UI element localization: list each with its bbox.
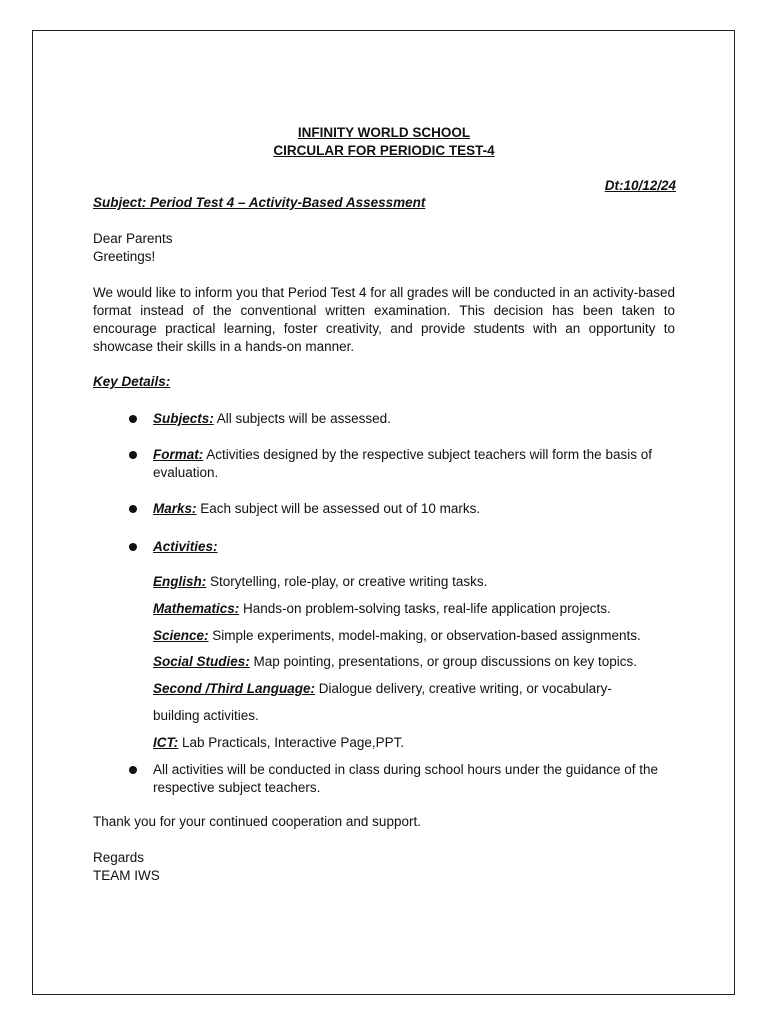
activity-language [153,680,675,698]
activity-science [153,627,675,645]
activity-label: Social Studies: [153,654,250,669]
item-label: Activities: [153,539,218,554]
circular-date: Dt:10/12/24 [604,178,676,193]
item-text: Activities designed by the respective subject teachers will form the basis of evaluation. [153,447,652,480]
greeting: Greetings! [93,249,156,264]
school-name: INFINITY WORLD SCHOOL [297,125,471,140]
activity-text: Dialogue delivery, creative writing, or vocabulary- [315,681,612,696]
bullet-icon [129,415,137,423]
signature: TEAM IWS [93,868,160,883]
list-item-subjects [153,410,675,428]
item-label: Marks: [153,501,197,516]
bullet-icon [129,451,137,459]
item-text: Each subject will be assessed out of 10 marks. [196,501,481,516]
list-item-marks [153,500,675,518]
activity-text: Storytelling, role-play, or creative writing tasks. [206,574,488,589]
regards: Regards [93,850,145,865]
activity-text: Hands-on problem-solving tasks, real-life application projects. [239,601,611,616]
item-label: Format: [153,447,204,462]
subject-line: Subject: Period Test 4 – Activity-Based Assessment [93,195,426,210]
list-item-final-note: All activities will be conducted in class during school hours under the guidance of the respective subject teachers. [153,762,659,795]
bullet-icon [129,505,137,513]
activity-label: Mathematics: [153,601,240,616]
item-text: All subjects will be assessed. [213,411,391,426]
activity-social-studies [153,653,675,671]
salutation: Dear Parents [93,231,173,246]
bullet-icon [129,766,137,774]
activity-ict [153,734,675,752]
activity-text: Lab Practicals, Interactive Page,PPT. [178,735,405,750]
activity-label: ICT: [153,735,179,750]
thanks-line: Thank you for your continued cooperation and support. [93,814,421,829]
key-details-heading: Key Details: [93,374,171,389]
activity-text: Map pointing, presentations, or group discussions on key topics. [249,654,637,669]
list-item-activities [153,538,675,556]
bullet-icon [129,543,137,551]
activity-text: Simple experiments, model-making, or observation-based assignments. [208,628,641,643]
activity-label: Second /Third Language: [153,681,316,696]
intro-paragraph: We would like to inform you that Period Test 4 for all grades will be conducted in an activity-based format instead of the conventional written examination. This decision has been taken to encourage practical learning, foster creativity, and provide students with an opportunity to showcase their skills in a hands-on manner. [93,285,675,354]
activity-language-continuation: building activities. [153,708,259,723]
circular-title: CIRCULAR FOR PERIODIC TEST-4 [273,143,495,158]
activity-mathematics [153,600,675,618]
activity-label: English: [153,574,207,589]
activity-label: Science: [153,628,209,643]
activity-english [153,573,675,591]
list-item-format [153,446,675,482]
item-label: Subjects: [153,411,214,426]
